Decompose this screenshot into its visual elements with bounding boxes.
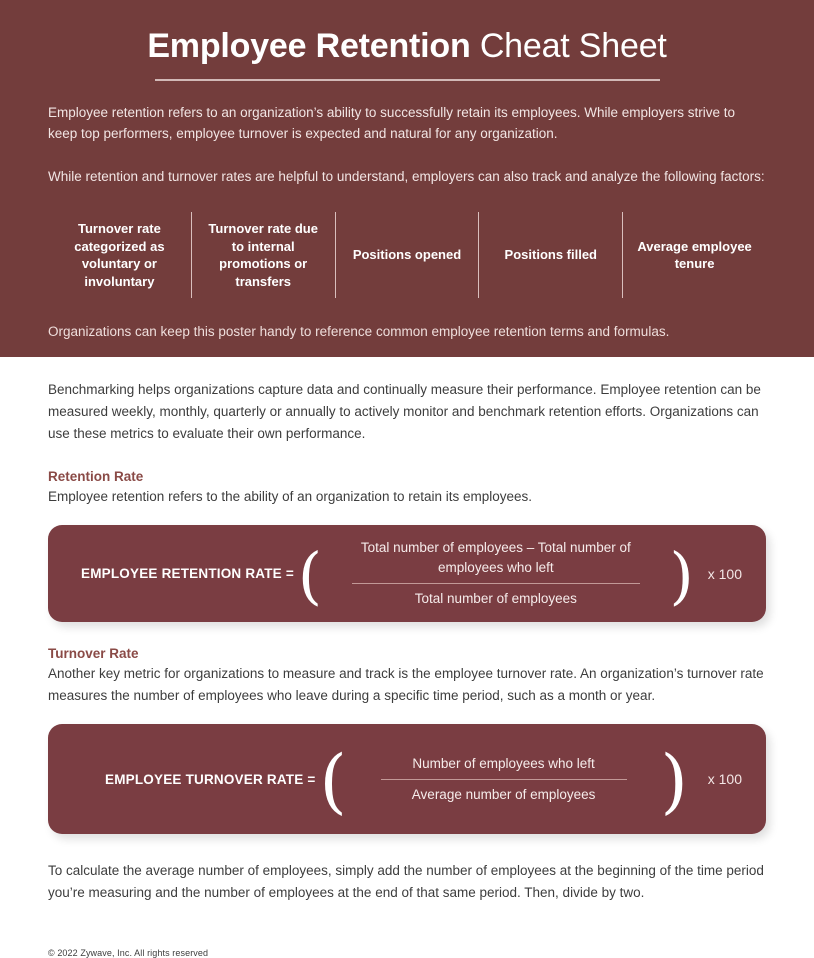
header-paragraph-2: While retention and turnover rates are helpful to understand, employers can also track and analyze the following factors: [48,169,765,185]
factor-item-4: Positions filled [478,212,622,298]
closing-paragraph: To calculate the average number of employees, simply add the number of employees at the beginning of the time period you’re measuring and the number of employees at the end of that same period. Then, divide by two. [48,863,764,901]
fraction-retention-rate [326,534,665,614]
section-heading-retention-rate: Retention Rate [48,468,144,484]
fraction-numerator-retention: Total number of employees – Total number of employees who left [360,539,631,576]
main-content [0,379,814,958]
factor-item-3: Positions opened [335,212,479,298]
fraction-turnover-rate [351,750,657,810]
fraction-denominator-retention: Total number of employees [414,591,577,607]
fraction-bar-retention [352,583,640,584]
header-paragraph-1: Employee retention refers to an organization’s ability to successfully retain its employees. While employers strive to keep top performers, employee turnover is expected and natural for any organization. [48,105,736,142]
fraction-bar-turnover [381,779,627,780]
factor-item-2: Turnover rate due to internal promotions or transfers [191,212,335,298]
section-heading-turnover-rate: Turnover Rate [48,646,139,662]
section-description-retention-rate: Employee retention refers to the ability of an organization to retain its employees. [48,488,533,504]
header-banner [0,0,814,357]
title-divider [155,79,660,81]
fraction-denominator-turnover: Average number of employees [411,786,596,802]
formula-label-turnover-rate: EMPLOYEE TURNOVER RATE = [105,771,316,787]
factor-item-5: Average employee tenure [622,212,766,298]
copyright-notice: © 2022 Zywave, Inc. All rights reserved [48,948,209,958]
formula-box-turnover-rate: EMPLOYEE TURNOVER RATE = ( $\frac{\text{Number of employees who left}}{\text{Average number of employees}}$ ) x 100 [48,724,766,834]
page-title-strong: Employee Retention [147,27,471,65]
formula-box-retention-rate: EMPLOYEE RETENTION RATE = ( Total number of employees – Total number of employees who left Total number of employees ) x 100 [48,525,766,622]
formula-multiplier-turnover: x 100 [707,771,742,788]
fraction-numerator-turnover: Number of employees who left [412,755,595,771]
header-note: Organizations can keep this poster handy to reference common employee retention terms and formulas. [48,324,670,340]
page-title [48,26,766,65]
factor-item-1: Turnover rate categorized as voluntary or involuntary [74,221,165,289]
formula-multiplier-retention: x 100 [707,565,742,582]
benchmarking-intro-paragraph: Benchmarking helps organizations capture data and continually measure their performance. Employee retention can be measured weekly, monthly, quarterly or annually to actively monitor and benchmark retention efforts. Organizations can use these metrics to evaluate their own performance. [48,382,761,441]
formula-label-retention-rate: EMPLOYEE RETENTION RATE = [81,566,294,582]
factor-list [48,212,766,298]
section-description-turnover-rate: Another key metric for organizations to measure and track is the employee turnover rate. An organization’s turnover rate measures the number of employees who leave during a specific time period, such as a month or year. [48,666,764,703]
page-title-light: Cheat Sheet [470,27,667,65]
